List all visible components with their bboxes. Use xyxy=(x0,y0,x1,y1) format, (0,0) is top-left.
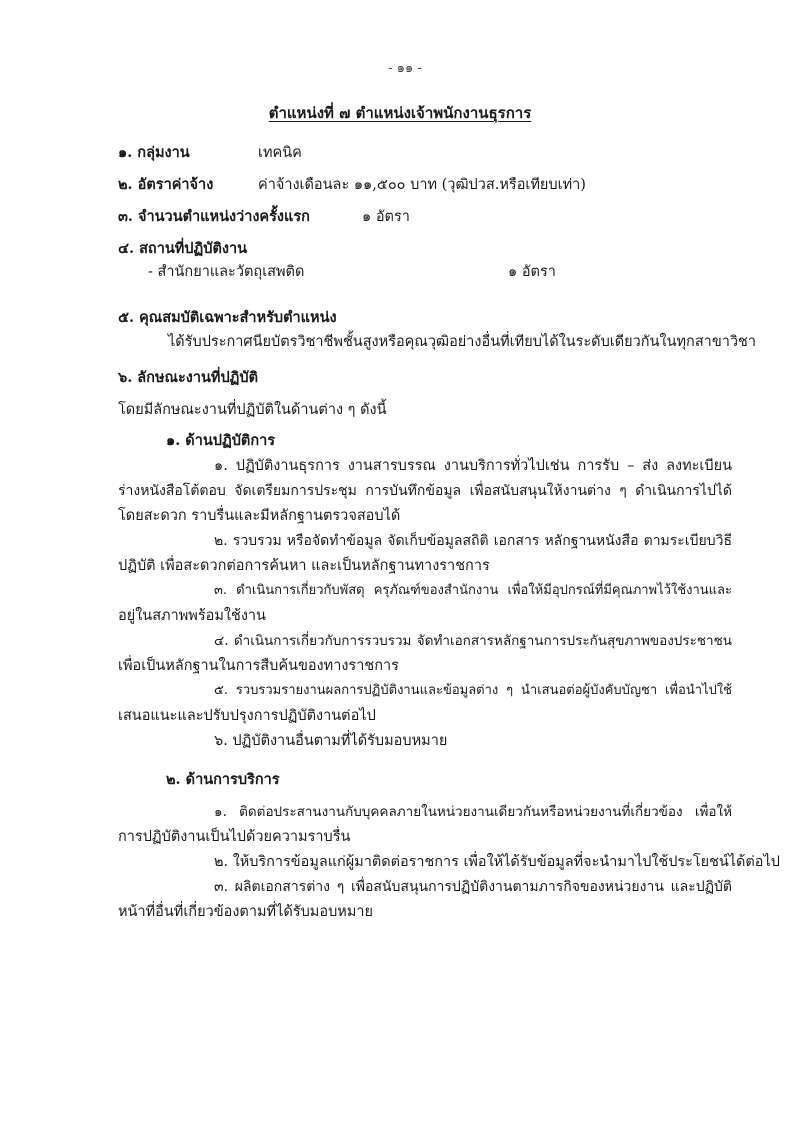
group-value: เทคนิค xyxy=(258,145,302,161)
ops-item-5-line-2: เสนอแนะและปรับปรุงการปฏิบัติงานต่อไป xyxy=(118,708,376,724)
vacancy-value: ๑ อัตรา xyxy=(362,209,410,225)
svc-item-2-line-1: ๒. ให้บริการข้อมูลแก่ผู้มาติดต่อราชการ เพื่อให้ได้รับข้อมูลที่จะนำมาไปใช้ประโยชน์ได้ต่อไป xyxy=(214,854,780,870)
location-item: - สำนักยาและวัตถุเสพติด xyxy=(148,264,305,280)
svc-item-1-line-1: ๑. ติดต่อประสานงานกับบุคคลภายในหน่วยงานเดียวกันหรือหน่วยงานที่เกี่ยวข้อง เพื่อให้ xyxy=(214,804,732,820)
duties-heading: ๖. ลักษณะงานที่ปฏิบัติ xyxy=(118,369,259,386)
svc-item-3-line-1: ๓. ผลิตเอกสารต่าง ๆ เพื่อสนับสนุนการปฏิบัติงานตามภารกิจของหน่วยงาน และปฏิบัติ xyxy=(214,879,732,895)
duties-intro: โดยมีลักษณะงานที่ปฏิบัติในด้านต่าง ๆ ดังนี้ xyxy=(118,402,387,418)
ops-item-1-line-2: ร่างหนังสือโต้ตอบ จัดเตรียมการประชุม การบันทึกข้อมูล เพื่อสนับสนุนให้งานต่าง ๆ ดำเนินการไปได้ xyxy=(118,483,732,499)
page-title: ตำแหน่งที่ ๗ ตำแหน่งเจ้าพนักงานธุรการ xyxy=(268,104,532,122)
ops-item-3-line-1: ๓. ดำเนินการเกี่ยวกับพัสดุ ครุภัณฑ์ของสำนักงาน เพื่อให้มีอุปกรณ์ที่มีคุณภาพไว้ใช้งานและ xyxy=(214,583,732,598)
services-heading: ๒. ด้านการบริการ xyxy=(166,771,280,788)
ops-item-4-line-1: ๔. ดำเนินการเกี่ยวกับการรวบรวม จัดทำเอกสารหลักฐานการประกันสุขภาพของประชาชน xyxy=(214,633,732,649)
ops-item-5-line-1: ๕. รวบรวมรายงานผลการปฏิบัติงานและข้อมูลต่าง ๆ นำเสนอต่อผู้บังคับบัญชา เพื่อนำไปใช้ xyxy=(214,683,732,698)
wage-label: ๒. อัตราค่าจ้าง xyxy=(118,176,214,193)
ops-item-3-line-2: อยู่ในสภาพพร้อมใช้งาน xyxy=(118,608,266,624)
svc-item-3-line-2: หน้าที่อื่นที่เกี่ยวข้องตามที่ได้รับมอบหมาย xyxy=(118,904,374,920)
location-count: ๑ อัตรา xyxy=(508,264,556,280)
svc-item-1-line-2: การปฏิบัติงานเป็นไปด้วยความราบรื่น xyxy=(118,829,351,845)
ops-item-6-line-1: ๖. ปฏิบัติงานอื่นตามที่ได้รับมอบหมาย xyxy=(214,733,448,749)
qualifications-text: ได้รับประกาศนียบัตรวิชาชีพชั้นสูงหรือคุณวุฒิอย่างอื่นที่เทียบได้ในระดับเดียวกันในทุกสาขาวิชา xyxy=(168,334,757,350)
ops-item-2-line-1: ๒. รวบรวม หรือจัดทำข้อมูล จัดเก็บข้อมูลสถิติ เอกสาร หลักฐานหนังสือ ตามระเบียบวิธี xyxy=(214,533,732,549)
wage-value: ค่าจ้างเดือนละ ๑๑,๕๐๐ บาท (วุฒิปวส.หรือเทียบเท่า) xyxy=(258,177,586,193)
ops-item-1-line-3: โดยสะดวก ราบรื่นและมีหลักฐานตรวจสอบได้ xyxy=(118,508,401,524)
page-number: - ๑๑ - xyxy=(388,61,422,76)
qualifications-heading: ๕. คุณสมบัติเฉพาะสำหรับตำแหน่ง xyxy=(118,309,337,326)
vacancy-label: ๓. จำนวนตำแหน่งว่างครั้งแรก xyxy=(118,208,310,225)
ops-item-1-line-1: ๑. ปฏิบัติงานธุรการ งานสารบรรณ งานบริการทั่วไปเช่น การรับ – ส่ง ลงทะเบียน xyxy=(214,458,732,474)
ops-item-2-line-2: ปฏิบัติ เพื่อสะดวกต่อการค้นหา และเป็นหลักฐานทางราชการ xyxy=(118,558,490,574)
operations-heading: ๑. ด้านปฏิบัติการ xyxy=(166,432,276,449)
ops-item-4-line-2: เพื่อเป็นหลักฐานในการสืบค้นของทางราชการ xyxy=(118,658,399,674)
location-label: ๔. สถานที่ปฏิบัติงาน xyxy=(118,240,248,257)
group-label: ๑. กลุ่มงาน xyxy=(118,144,190,161)
